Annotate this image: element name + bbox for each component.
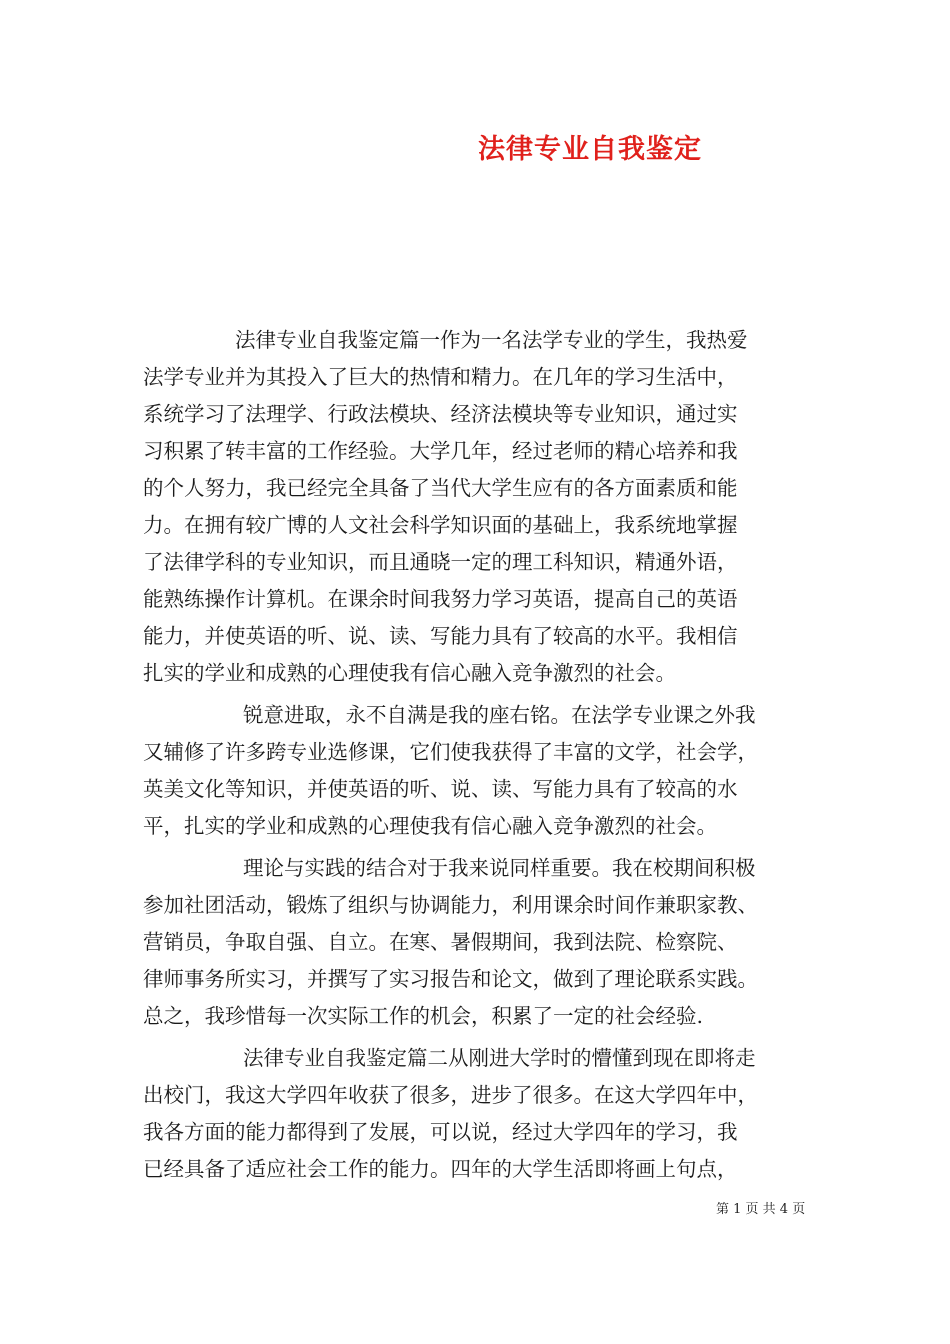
text-line: 营销员，争取自强、自立。在寒、暑假期间，我到法院、检察院、 bbox=[143, 930, 738, 954]
text-line: 锐意进取，永不自满是我的座右铭。在法学专业课之外我 bbox=[243, 703, 756, 727]
paragraph bbox=[143, 850, 807, 1035]
text-line: 习积累了转丰富的工作经验。大学几年，经过老师的精心培养和我 bbox=[143, 439, 738, 463]
text-line: 已经具备了适应社会工作的能力。四年的大学生活即将画上句点， bbox=[143, 1157, 738, 1181]
text-line: 系统学习了法理学、行政法模块、经济法模块等专业知识，通过实 bbox=[143, 402, 738, 426]
text-line: 我各方面的能力都得到了发展，可以说，经过大学四年的学习，我 bbox=[143, 1120, 738, 1144]
page-number: 第 1 页 共 4 页 bbox=[716, 1202, 806, 1217]
document-title: 法律专业自我鉴定 bbox=[478, 134, 702, 165]
document-body bbox=[143, 322, 807, 1188]
text-line: 法学专业并为其投入了巨大的热情和精力。在几年的学习生活中， bbox=[143, 365, 738, 389]
text-line: 又辅修了许多跨专业选修课，它们使我获得了丰富的文学，社会学， bbox=[143, 740, 758, 764]
paragraph bbox=[143, 697, 807, 845]
text-line: 参加社团活动，锻炼了组织与协调能力，利用课余时间作兼职家教、 bbox=[143, 893, 758, 917]
paragraph bbox=[143, 1040, 807, 1188]
text-line: 出校门，我这大学四年收获了很多，进步了很多。在这大学四年中， bbox=[143, 1083, 758, 1107]
text-line: 法律专业自我鉴定篇一作为一名法学专业的学生，我热爱 bbox=[235, 328, 748, 352]
text-line: 平，扎实的学业和成熟的心理使我有信心融入竞争激烈的社会。 bbox=[143, 814, 717, 838]
text-line: 法律专业自我鉴定篇二从刚进大学时的懵懂到现在即将走 bbox=[243, 1046, 756, 1070]
text-line: 总之，我珍惜每一次实际工作的机会，积累了一定的社会经验. bbox=[143, 1004, 704, 1028]
paragraph bbox=[143, 322, 807, 692]
text-line: 英美文化等知识，并使英语的听、说、读、写能力具有了较高的水 bbox=[143, 777, 738, 801]
text-line: 律师事务所实习，并撰写了实习报告和论文，做到了理论联系实践。 bbox=[143, 967, 758, 991]
text-line: 能力，并使英语的听、说、读、写能力具有了较高的水平。我相信 bbox=[143, 624, 738, 648]
text-line: 扎实的学业和成熟的心理使我有信心融入竞争激烈的社会。 bbox=[143, 661, 676, 685]
text-line: 力。在拥有较广博的人文社会科学知识面的基础上，我系统地掌握 bbox=[143, 513, 738, 537]
text-line: 理论与实践的结合对于我来说同样重要。我在校期间积极 bbox=[243, 856, 756, 880]
text-line: 能熟练操作计算机。在课余时间我努力学习英语，提高自己的英语 bbox=[143, 587, 738, 611]
text-line: 的个人努力，我已经完全具备了当代大学生应有的各方面素质和能 bbox=[143, 476, 738, 500]
text-line: 了法律学科的专业知识，而且通晓一定的理工科知识，精通外语， bbox=[143, 550, 738, 574]
